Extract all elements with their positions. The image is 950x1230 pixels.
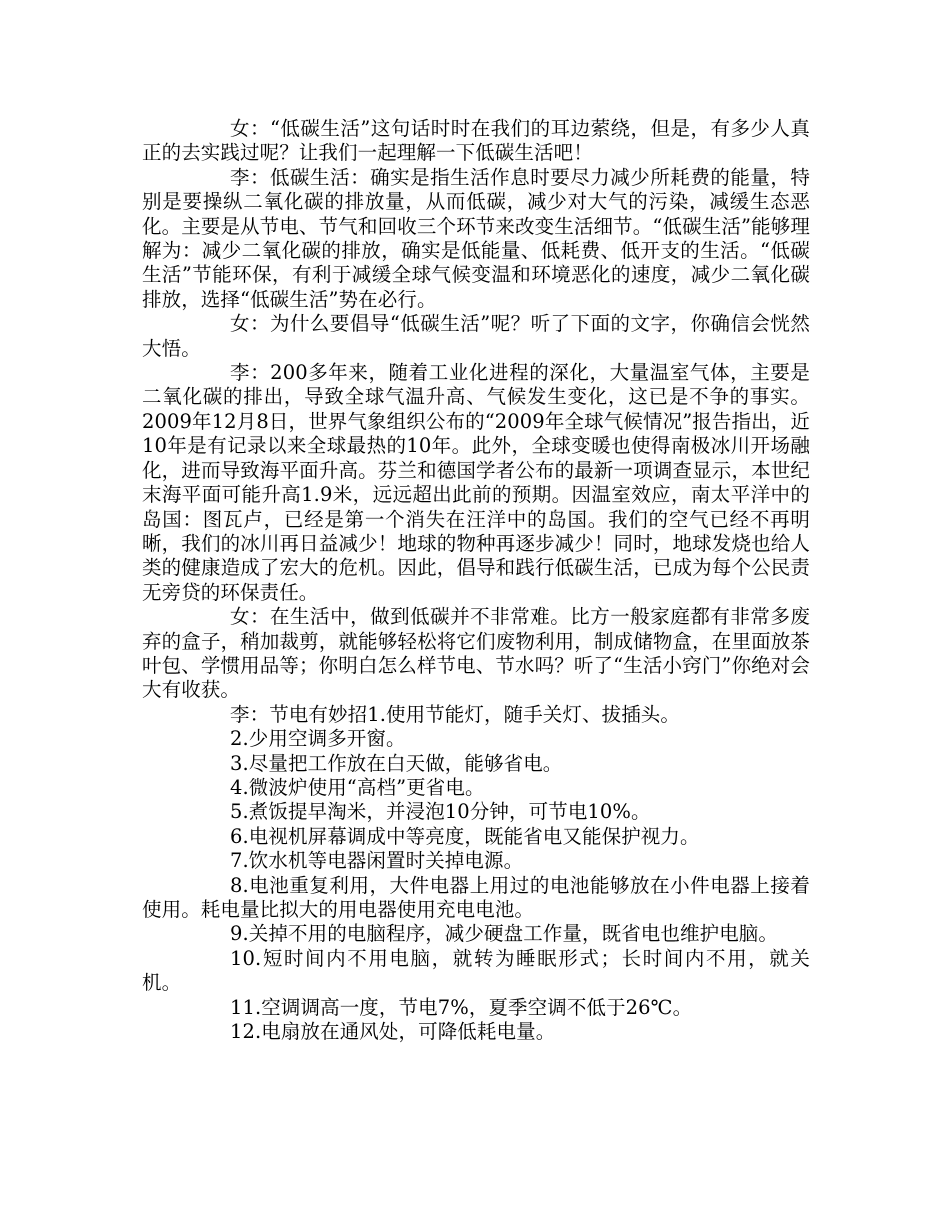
paragraph-dialogue-li-definition: 李：低碳生活：确实是指生活作息时要尽力减少所耗费的能量，特别是要操纵二氧化碳的排放量，从而低碳，减少对大气的污染，减缓生态恶化。主要是从节电、节气和回收三个环节来改变生活细节。“低碳生活”能够理解为：减少二氧化碳的排放，确实是低能量、低耗费、低开支的生活。“低碳生活”节能环保，有利于减缓全球气候变温和环境恶化的速度，减少二氧化碳排放，选择“低碳生活”势在必行。 xyxy=(142,165,810,311)
paragraph-dialogue-li-climate: 李：200多年来，随着工业化进程的深化，大量温室气体，主要是二氧化碳的排出，导致全球气温升高、气候发生变化，这已是不争的事实。2009年12月8日，世界气象组织公布的“2009年全球气候情况”报告指出，近10年是有记录以来全球最热的10年。此外，全球变暖也使得南极冰川开场融化，进而导致海平面升高。芬兰和德国学者公布的最新一项调查显示，本世纪末海平面可能升高1.9米，远远超出此前的预期。因温室效应，南太平洋中的岛国：图瓦卢，已经是第一个消失在汪洋中的岛国。我们的空气已经不再明晰，我们的冰川再日益减少！地球的物种再逐步减少！同时，地球发烧也给人类的健康造成了宏大的危机。因此，倡导和践行低碳生活，已成为每个公民责无旁贷的环保责任。 xyxy=(142,361,810,604)
list-item-tip-3: 3.尽量把工作放在白天做，能够省电。 xyxy=(230,751,563,775)
list-item-tip-9: 9.关掉不用的电脑程序，减少硬盘工作量，既省电也维护电脑。 xyxy=(230,922,779,946)
list-item-tip-2: 2.少用空调多开窗。 xyxy=(230,727,406,751)
paragraph-dialogue-woman-tips: 女：在生活中，做到低碳并不非常难。比方一般家庭都有非常多废弃的盒子，稍加裁剪，就能够轻松将它们废物利用，制成储物盒，在里面放茶叶包、学惯用品等；你明白怎么样节电、节水吗？听了“生活小窍门”你绝对会大有收获。 xyxy=(142,605,810,702)
list-item-tip-10: 10.短时间内不用电脑，就转为睡眠形式；长时间内不用，就关机。 xyxy=(142,946,810,995)
list-item-tip-6: 6.电视机屏幕调成中等亮度，既能省电又能保护视力。 xyxy=(230,824,700,848)
paragraph-dialogue-woman-why: 女：为什么要倡导“低碳生活”呢？听了下面的文字，你确信会恍然大悟。 xyxy=(142,312,810,360)
list-item-tip-7: 7.饮水机等电器闲置时关掉电源。 xyxy=(230,849,524,873)
list-item-tip-8: 8.电池重复利用，大件电器上用过的电池能够放在小件电器上接着使用。耗电量比拟大的用电器使用充电电池。 xyxy=(142,873,810,921)
list-item-tip-12: 12.电扇放在通风处，可降低耗电量。 xyxy=(230,1020,556,1044)
list-item-tip-11: 11.空调调高一度，节电7%，夏季空调不低于26℃。 xyxy=(230,995,693,1019)
list-item-tip-4: 4.微波炉使用“高档”更省电。 xyxy=(230,775,485,799)
document-body xyxy=(142,117,810,1044)
list-item-tip-1: 李：节电有妙招1.使用节能灯，随手关灯、拔插头。 xyxy=(230,702,681,726)
paragraph-dialogue-woman-intro: 女：“低碳生活”这句话时时在我们的耳边萦绕，但是，有多少人真正的去实践过呢？让我们一起理解一下低碳生活吧！ xyxy=(142,117,810,165)
list-item-tip-5: 5.煮饭提早淘米，并浸泡10分钟，可节电10%。 xyxy=(230,800,651,824)
